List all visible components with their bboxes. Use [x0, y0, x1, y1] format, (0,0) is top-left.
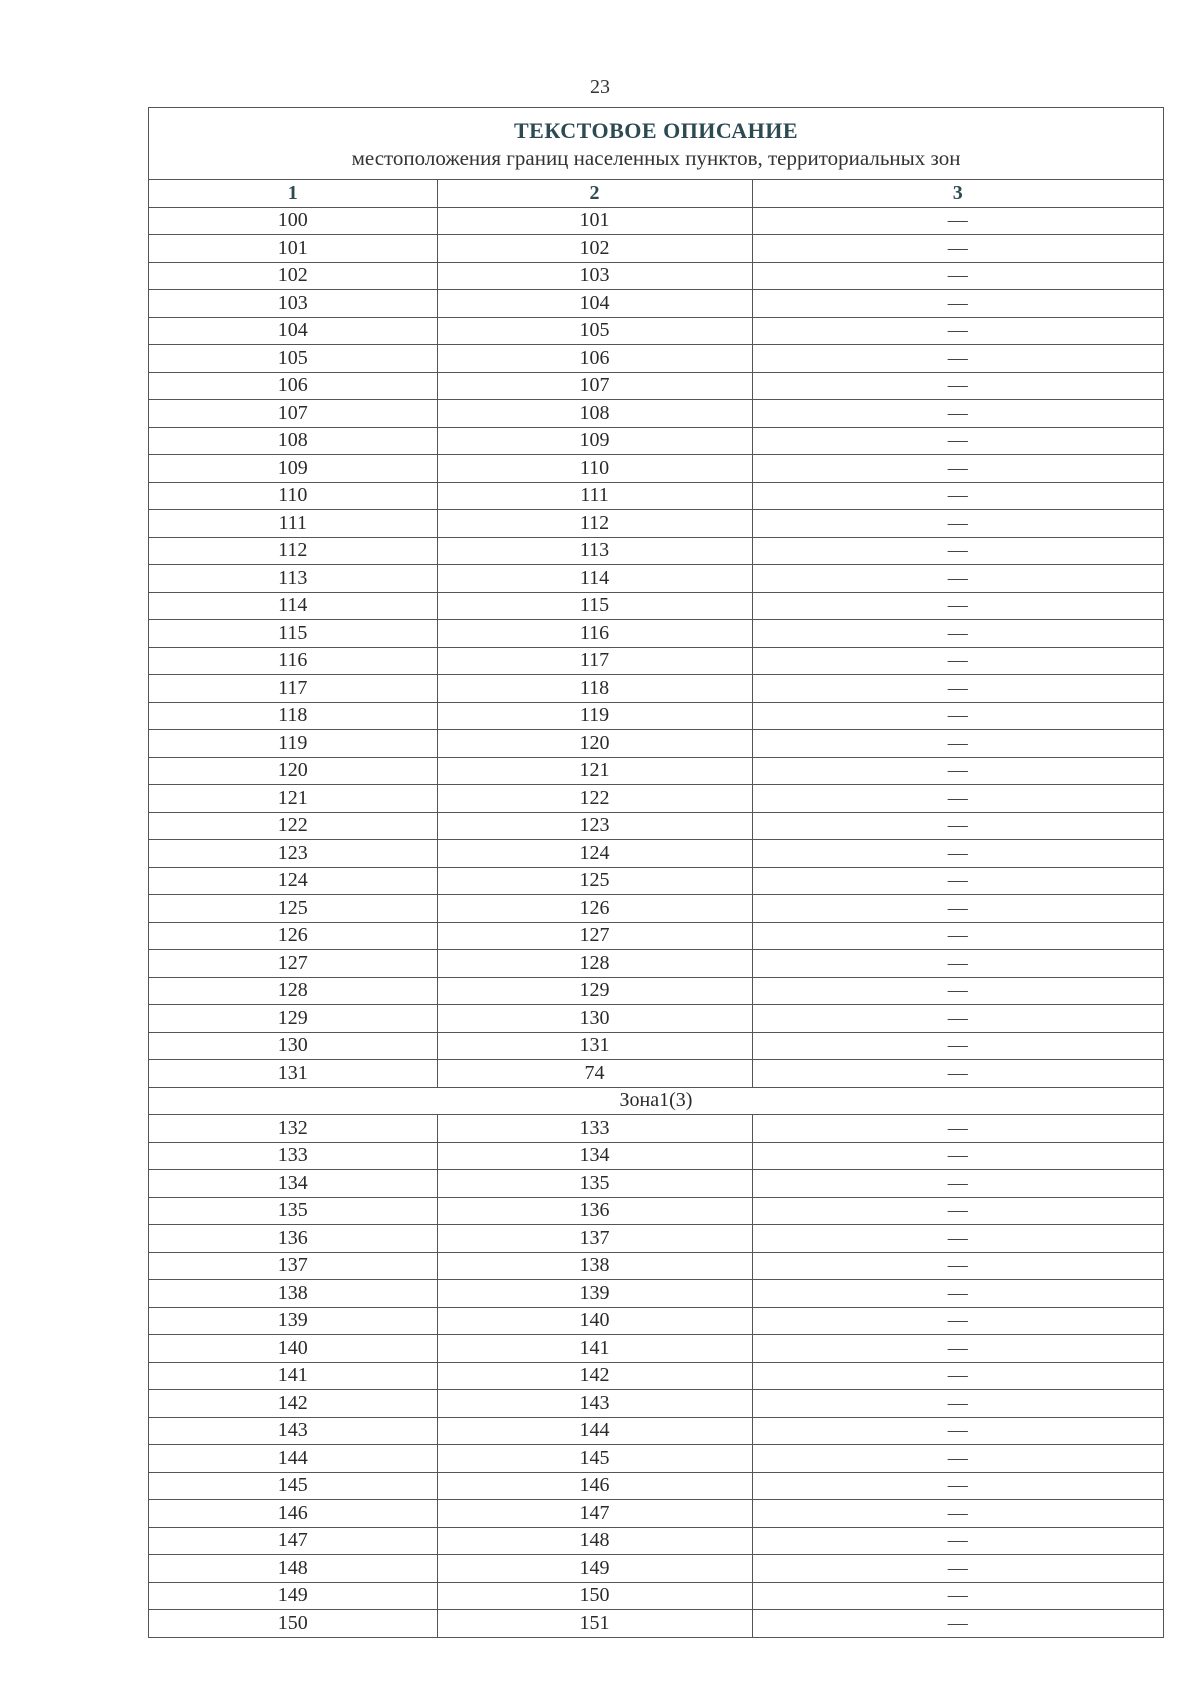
description-cell: —: [752, 1032, 1163, 1060]
point-from-cell: 133: [149, 1142, 437, 1170]
description-cell: —: [752, 592, 1163, 620]
point-from-cell: 150: [149, 1610, 437, 1637]
point-from-cell: 107: [149, 400, 437, 428]
table-row: [149, 427, 1163, 455]
description-cell: —: [752, 647, 1163, 675]
point-to-cell: 103: [437, 262, 752, 290]
table-row: [149, 510, 1163, 538]
description-cell: —: [752, 1307, 1163, 1335]
point-to-cell: 121: [437, 757, 752, 785]
point-to-cell: 119: [437, 702, 752, 730]
table-row: [149, 1225, 1163, 1253]
point-from-cell: 142: [149, 1390, 437, 1418]
table-row: [149, 1555, 1163, 1583]
description-cell: —: [752, 400, 1163, 428]
table-row: [149, 867, 1163, 895]
table-row: [149, 702, 1163, 730]
point-to-cell: 150: [437, 1582, 752, 1610]
point-from-cell: 114: [149, 592, 437, 620]
point-to-cell: 149: [437, 1555, 752, 1583]
document-subtitle: местоположения границ населенных пунктов, территориальных зон: [351, 146, 961, 170]
point-to-cell: 135: [437, 1170, 752, 1198]
point-from-cell: 109: [149, 455, 437, 483]
table-row: [149, 757, 1163, 785]
description-cell: —: [752, 1115, 1163, 1143]
point-from-cell: 130: [149, 1032, 437, 1060]
table-row: [149, 290, 1163, 318]
point-from-cell: 135: [149, 1197, 437, 1225]
table-row: [149, 950, 1163, 978]
table-row: [149, 1252, 1163, 1280]
table-row: [149, 1362, 1163, 1390]
table-row: [149, 730, 1163, 758]
table-row: [149, 1500, 1163, 1528]
description-cell: —: [752, 1225, 1163, 1253]
table-row: [149, 235, 1163, 263]
point-from-cell: 120: [149, 757, 437, 785]
table-row: [149, 592, 1163, 620]
point-to-cell: 116: [437, 620, 752, 648]
table-row: [149, 345, 1163, 373]
table-row: [149, 977, 1163, 1005]
boundary-table: [149, 180, 1163, 1637]
point-to-cell: 148: [437, 1527, 752, 1555]
description-cell: —: [752, 977, 1163, 1005]
point-to-cell: 127: [437, 922, 752, 950]
point-from-cell: 108: [149, 427, 437, 455]
table-row: [149, 482, 1163, 510]
table-row: [149, 537, 1163, 565]
point-to-cell: 118: [437, 675, 752, 703]
point-to-cell: 136: [437, 1197, 752, 1225]
point-to-cell: 120: [437, 730, 752, 758]
point-from-cell: 110: [149, 482, 437, 510]
description-cell: —: [752, 1390, 1163, 1418]
description-cell: —: [752, 1417, 1163, 1445]
description-cell: —: [752, 702, 1163, 730]
table-row: [149, 1335, 1163, 1363]
description-cell: —: [752, 895, 1163, 923]
point-from-cell: 132: [149, 1115, 437, 1143]
table-row: [149, 565, 1163, 593]
point-to-cell: 106: [437, 345, 752, 373]
point-from-cell: 149: [149, 1582, 437, 1610]
point-from-cell: 143: [149, 1417, 437, 1445]
table-row: [149, 317, 1163, 345]
point-from-cell: 136: [149, 1225, 437, 1253]
point-to-cell: 109: [437, 427, 752, 455]
point-to-cell: 133: [437, 1115, 752, 1143]
description-cell: —: [752, 317, 1163, 345]
description-cell: —: [752, 455, 1163, 483]
description-cell: —: [752, 675, 1163, 703]
point-from-cell: 113: [149, 565, 437, 593]
point-from-cell: 106: [149, 372, 437, 400]
table-row: [149, 895, 1163, 923]
table-row: [149, 1032, 1163, 1060]
description-cell: —: [752, 1472, 1163, 1500]
point-from-cell: 131: [149, 1060, 437, 1088]
point-from-cell: 145: [149, 1472, 437, 1500]
point-from-cell: 104: [149, 317, 437, 345]
point-to-cell: 140: [437, 1307, 752, 1335]
point-to-cell: 131: [437, 1032, 752, 1060]
point-to-cell: 142: [437, 1362, 752, 1390]
point-to-cell: 130: [437, 1005, 752, 1033]
zone-row: [149, 1087, 1163, 1115]
description-cell: —: [752, 1527, 1163, 1555]
point-from-cell: 134: [149, 1170, 437, 1198]
point-from-cell: 124: [149, 867, 437, 895]
point-from-cell: 140: [149, 1335, 437, 1363]
description-cell: —: [752, 537, 1163, 565]
point-from-cell: 102: [149, 262, 437, 290]
table-row: [149, 207, 1163, 235]
point-from-cell: 112: [149, 537, 437, 565]
point-to-cell: 108: [437, 400, 752, 428]
point-to-cell: 126: [437, 895, 752, 923]
table-body: [149, 180, 1163, 1637]
point-from-cell: 128: [149, 977, 437, 1005]
point-from-cell: 123: [149, 840, 437, 868]
point-to-cell: 145: [437, 1445, 752, 1473]
table-row: [149, 262, 1163, 290]
table-row: [149, 1142, 1163, 1170]
point-to-cell: 129: [437, 977, 752, 1005]
table-row: [149, 1005, 1163, 1033]
table-row: [149, 1527, 1163, 1555]
point-from-cell: 148: [149, 1555, 437, 1583]
table-row: [149, 1307, 1163, 1335]
table-row: [149, 785, 1163, 813]
point-from-cell: 100: [149, 207, 437, 235]
description-cell: —: [752, 840, 1163, 868]
point-from-cell: 101: [149, 235, 437, 263]
point-to-cell: 107: [437, 372, 752, 400]
table-row: [149, 1582, 1163, 1610]
point-to-cell: 138: [437, 1252, 752, 1280]
description-sheet: [148, 107, 1164, 1638]
table-row: [149, 1610, 1163, 1637]
point-to-cell: 104: [437, 290, 752, 318]
table-row: [149, 620, 1163, 648]
column-header-2: 2: [437, 180, 752, 207]
description-cell: —: [752, 950, 1163, 978]
description-cell: —: [752, 1142, 1163, 1170]
description-cell: —: [752, 1252, 1163, 1280]
table-row: [149, 455, 1163, 483]
point-to-cell: 143: [437, 1390, 752, 1418]
point-to-cell: 105: [437, 317, 752, 345]
point-to-cell: 125: [437, 867, 752, 895]
table-row: [149, 1170, 1163, 1198]
point-from-cell: 137: [149, 1252, 437, 1280]
zone-label: Зона1(3): [149, 1087, 1163, 1115]
description-cell: —: [752, 1335, 1163, 1363]
page-number: 23: [590, 76, 610, 98]
column-header-3: 3: [752, 180, 1163, 207]
point-from-cell: 126: [149, 922, 437, 950]
point-from-cell: 105: [149, 345, 437, 373]
description-cell: —: [752, 785, 1163, 813]
point-from-cell: 138: [149, 1280, 437, 1308]
point-to-cell: 113: [437, 537, 752, 565]
point-to-cell: 122: [437, 785, 752, 813]
description-cell: —: [752, 620, 1163, 648]
table-row: [149, 1197, 1163, 1225]
point-from-cell: 144: [149, 1445, 437, 1473]
point-from-cell: 146: [149, 1500, 437, 1528]
description-cell: —: [752, 262, 1163, 290]
table-row: [149, 1472, 1163, 1500]
table-row: [149, 647, 1163, 675]
point-to-cell: 139: [437, 1280, 752, 1308]
point-from-cell: 118: [149, 702, 437, 730]
point-to-cell: 114: [437, 565, 752, 593]
point-from-cell: 121: [149, 785, 437, 813]
table-row: [149, 1390, 1163, 1418]
point-to-cell: 74: [437, 1060, 752, 1088]
point-to-cell: 101: [437, 207, 752, 235]
description-cell: —: [752, 1197, 1163, 1225]
table-row: [149, 840, 1163, 868]
point-from-cell: 103: [149, 290, 437, 318]
table-row: [149, 1445, 1163, 1473]
table-header-row: [149, 180, 1163, 207]
table-row: [149, 675, 1163, 703]
point-from-cell: 111: [149, 510, 437, 538]
point-to-cell: 124: [437, 840, 752, 868]
point-from-cell: 147: [149, 1527, 437, 1555]
point-to-cell: 111: [437, 482, 752, 510]
point-from-cell: 119: [149, 730, 437, 758]
point-from-cell: 129: [149, 1005, 437, 1033]
table-row: [149, 1115, 1163, 1143]
table-row: [149, 922, 1163, 950]
description-cell: —: [752, 1555, 1163, 1583]
description-cell: —: [752, 867, 1163, 895]
description-cell: —: [752, 1445, 1163, 1473]
point-to-cell: 137: [437, 1225, 752, 1253]
description-cell: —: [752, 1500, 1163, 1528]
description-cell: —: [752, 1280, 1163, 1308]
point-from-cell: 117: [149, 675, 437, 703]
description-cell: —: [752, 1582, 1163, 1610]
table-row: [149, 1280, 1163, 1308]
column-header-1: 1: [149, 180, 437, 207]
description-cell: —: [752, 290, 1163, 318]
description-cell: —: [752, 565, 1163, 593]
description-cell: —: [752, 482, 1163, 510]
description-cell: —: [752, 1005, 1163, 1033]
table-row: [149, 812, 1163, 840]
point-to-cell: 151: [437, 1610, 752, 1637]
point-to-cell: 146: [437, 1472, 752, 1500]
table-row: [149, 1060, 1163, 1088]
table-row: [149, 372, 1163, 400]
description-cell: —: [752, 1170, 1163, 1198]
description-cell: —: [752, 757, 1163, 785]
point-to-cell: 102: [437, 235, 752, 263]
point-to-cell: 117: [437, 647, 752, 675]
point-from-cell: 127: [149, 950, 437, 978]
point-to-cell: 112: [437, 510, 752, 538]
point-from-cell: 125: [149, 895, 437, 923]
point-to-cell: 123: [437, 812, 752, 840]
description-cell: —: [752, 345, 1163, 373]
description-cell: —: [752, 922, 1163, 950]
table-row: [149, 1417, 1163, 1445]
description-cell: —: [752, 1362, 1163, 1390]
point-from-cell: 141: [149, 1362, 437, 1390]
description-cell: —: [752, 235, 1163, 263]
description-cell: —: [752, 730, 1163, 758]
document-title: ТЕКСТОВОЕ ОПИСАНИЕ: [513, 118, 798, 143]
point-to-cell: 128: [437, 950, 752, 978]
point-from-cell: 139: [149, 1307, 437, 1335]
description-cell: —: [752, 1060, 1163, 1088]
description-cell: —: [752, 427, 1163, 455]
description-cell: —: [752, 510, 1163, 538]
point-to-cell: 147: [437, 1500, 752, 1528]
description-cell: —: [752, 372, 1163, 400]
point-to-cell: 141: [437, 1335, 752, 1363]
point-to-cell: 115: [437, 592, 752, 620]
point-from-cell: 115: [149, 620, 437, 648]
description-cell: —: [752, 1610, 1163, 1637]
point-to-cell: 144: [437, 1417, 752, 1445]
point-from-cell: 116: [149, 647, 437, 675]
point-from-cell: 122: [149, 812, 437, 840]
title-block: [149, 108, 1163, 180]
point-to-cell: 110: [437, 455, 752, 483]
description-cell: —: [752, 207, 1163, 235]
point-to-cell: 134: [437, 1142, 752, 1170]
table-row: [149, 400, 1163, 428]
description-cell: —: [752, 812, 1163, 840]
